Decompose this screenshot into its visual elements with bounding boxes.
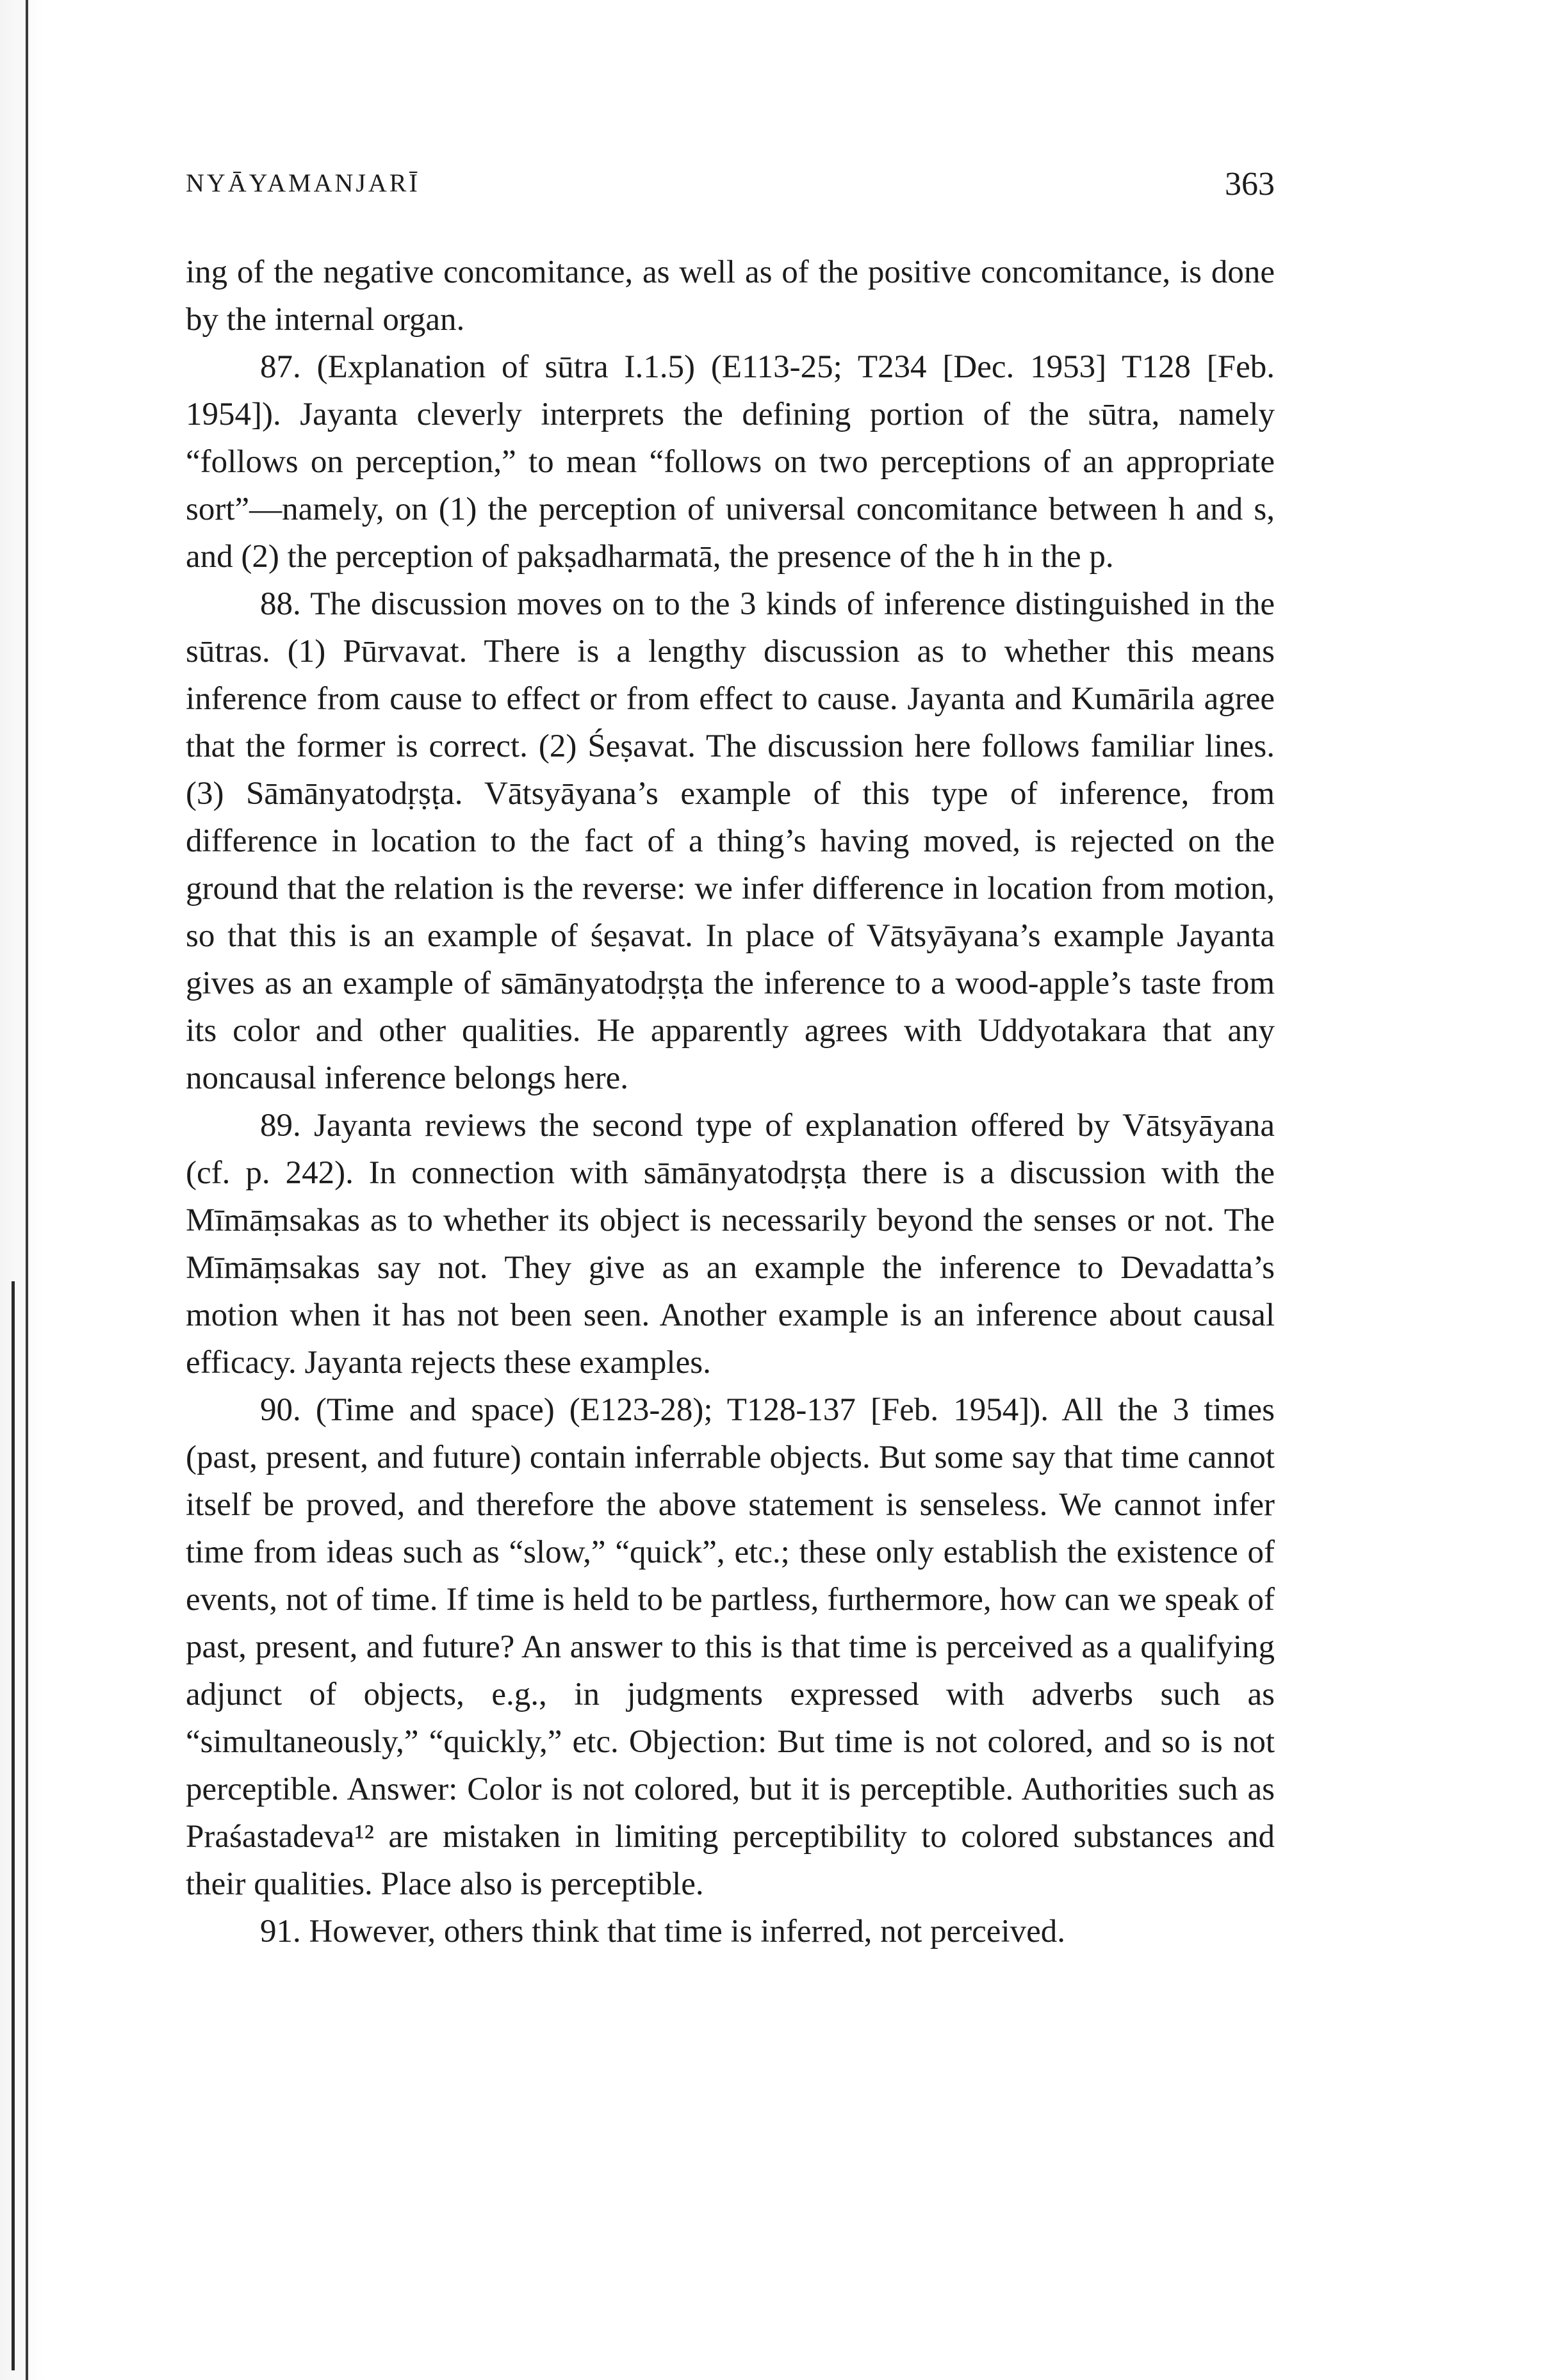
paragraph-continuation: ing of the negative concomitance, as well as of the positive concomitance, is done by the internal organ. <box>186 254 1275 338</box>
paragraph-90: 90. (Time and space) (E123-28); T128-137 [Feb. 1954]). All the 3 times (past, present, and future) contain inferrable objects. But some say that time cannot itself be proved, and therefore the above statement is senseless. We cannot infer time from ideas such as “slow,” “quick”, etc.; these only establish the existence of events, not of time. If time is held to be partless, furthermore, how can we speak of past, present, and future? An answer to this is that time is perceived as a qualifying adjunct of objects, e.g., in judgments expressed with adverbs such as “simultaneously,” “quickly,” etc. Objection: But time is not colored, and so is not perceptible. Answer: Color is not colored, but it is perceptible. Authorities such as Praśastadeva¹² are mistaken in limiting perceptibility to colored substances and their qualities. Place also is perceptible. <box>186 1392 1275 1902</box>
paragraph-88: 88. The discussion moves on to the 3 kinds of inference distinguished in the sūtras. (1) Pūrvavat. There is a lengthy discussion as to whether this means inference from cause to effect or from effect to cause. Jayanta and Kumārila agree that the former is correct. (2) Śeṣavat. The discussion here follows familiar lines. (3) Sāmānyatodṛṣṭa. Vātsyāyana’s example of this type of inference, from difference in location to the fact of a thing’s having moved, is rejected on the ground that the relation is the reverse: we infer difference in location from motion, so that this is an example of śeṣavat. In place of Vātsyāyana’s example Jayanta gives as an example of sāmānyatodṛṣṭa the inference to a wood-apple’s taste from its color and other qualities. He apparently agrees with Uddyotakara that any noncausal inference belongs here. <box>186 586 1275 1096</box>
paragraph-87: 87. (Explanation of sūtra I.1.5) (E113-25; T234 [Dec. 1953] T128 [Feb. 1954]). Jayanta cleverly interprets the defining portion of the sūtra, namely “follows on perception,” to mean “follows on two perceptions of an appropriate sort”—namely, on (1) the perception of universal concomitance between h and s, and (2) the perception of pakṣadharmatā, the presence of the h in the p. <box>186 349 1275 575</box>
paragraph-91: 91. However, others think that time is inferred, not perceived. <box>260 1914 1065 1949</box>
body-text <box>186 249 1275 1955</box>
binding-edge-line <box>26 0 28 2380</box>
scan-margin <box>0 0 45 2380</box>
running-head <box>186 168 1275 213</box>
binding-edge-line-lower <box>12 1281 15 2370</box>
paragraph-89: 89. Jayanta reviews the second type of explanation offered by Vātsyāyana (cf. p. 242). In connection with sāmānyatodṛṣṭa there is a discussion with the Mīmāṃsakas as to whether its object is necessarily beyond the senses or not. The Mīmāṃsakas say not. They give as an example the inference to Devadatta’s motion when it has not been seen. Another example is an inference about causal efficacy. Jayanta rejects these examples. <box>186 1108 1275 1381</box>
running-title: NYĀYAMANJARĪ <box>186 168 420 197</box>
page-number: 363 <box>1225 166 1275 202</box>
